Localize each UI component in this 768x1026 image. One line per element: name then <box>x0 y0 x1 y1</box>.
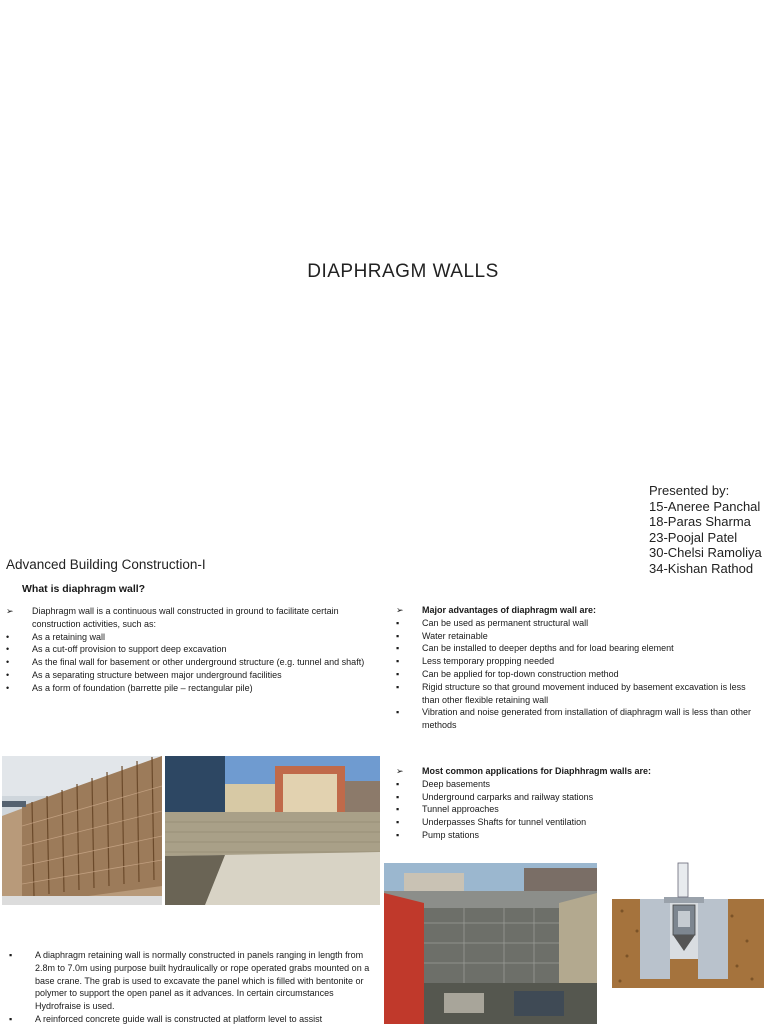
list-item: ▪ Deep basements <box>396 778 491 789</box>
presented-by-label: Presented by: <box>649 483 730 498</box>
square-bullet-icon: ▪ <box>396 617 400 628</box>
list-item: ▪ Water retainable <box>396 630 488 641</box>
presenter-name: 23-Poojal Patel <box>649 529 738 545</box>
square-bullet-icon: ▪ <box>396 630 400 641</box>
course-name: Advanced Building Construction-I <box>6 557 206 572</box>
list-item: ▪ Pump stations <box>396 829 480 840</box>
excavation-site-photo <box>165 756 380 905</box>
advantages-list <box>396 604 764 732</box>
arrow-bullet-icon: ➢ <box>396 605 404 615</box>
list-item: • As the final wall for basement or other underground structure (e.g. tunnel and shaft) <box>6 657 365 668</box>
square-bullet-icon: ▪ <box>396 829 400 840</box>
list-item: • As a separating structure between major underground facilities <box>6 669 282 680</box>
presenter-name: 18-Paras Sharma <box>649 514 751 530</box>
square-bullet-icon: ▪ <box>396 778 400 789</box>
dot-bullet-icon: • <box>6 644 10 655</box>
presenter-name: 30-Chelsi Ramoliya <box>649 545 762 561</box>
basement-construction-photo <box>384 863 597 1024</box>
definition-item: ➢ Diaphragm wall is a continuous wall constructed in ground to facilitate certain construction activities, such as: <box>6 606 339 629</box>
applications-heading: ➢ Most common applications for Diaphhragm walls are: <box>396 766 652 776</box>
list-item: ▪ Tunnel approaches <box>396 804 499 815</box>
presenters-block <box>649 483 762 577</box>
square-bullet-icon: ▪ <box>396 791 400 802</box>
square-bullet-icon: ▪ <box>9 950 13 960</box>
arrow-bullet-icon: ➢ <box>6 606 14 616</box>
list-item: ▪ Underground carparks and railway stations <box>396 791 594 802</box>
square-bullet-icon: ▪ <box>9 1013 13 1024</box>
square-bullet-icon: ▪ <box>396 707 400 718</box>
list-item: ▪ Can be used as permanent structural wall <box>396 617 589 628</box>
dot-bullet-icon: • <box>6 631 10 642</box>
trench-diagram <box>612 861 764 988</box>
presenter-name: 34-Kishan Rathod <box>649 560 754 576</box>
list-item: ▪ Vibration and noise generated from installation of diaphragm wall is less than other methods <box>396 707 752 731</box>
arrow-bullet-icon: ➢ <box>396 766 404 776</box>
dot-bullet-icon: • <box>6 657 10 668</box>
list-item: ▪ Less temporary propping needed <box>396 656 555 667</box>
uses-list <box>6 605 374 695</box>
list-item: ▪ Can be installed to deeper depths and for load bearing element <box>396 643 674 654</box>
list-item: • As a form of foundation (barrette pile – rectangular pile) <box>6 682 253 693</box>
square-bullet-icon: ▪ <box>396 817 400 828</box>
square-bullet-icon: ▪ <box>396 681 400 692</box>
advantages-heading: ➢ Major advantages of diaphragm wall are: <box>396 605 597 615</box>
list-item: • As a cut-off provision to support deep excavation <box>6 644 227 655</box>
list-item: ▪ Underpasses Shafts for tunnel ventilation <box>396 817 587 828</box>
list-item: ▪ A diaphragm retaining wall is normally constructed in panels ranging in length from 2.8m to 7.0m using purpose built hydraulically or rope operated grabs mounted on a base crane. The grab is used to excavate the panel which is filled with bentonite or polymer to support the open panel as it advances. In certain circumstances Hydrofraise is used. <box>9 950 370 1012</box>
process-list <box>9 949 375 1026</box>
presenter-name: 15-Aneree Panchal <box>649 498 761 514</box>
dot-bullet-icon: • <box>6 669 10 680</box>
list-item: ▪ Can be applied for top-down construction method <box>396 668 619 679</box>
list-item: ▪ A reinforced concrete guide wall is constructed at platform level to assist <box>9 1013 323 1024</box>
square-bullet-icon: ▪ <box>396 668 400 679</box>
square-bullet-icon: ▪ <box>396 656 400 667</box>
square-bullet-icon: ▪ <box>396 804 400 815</box>
list-item: • As a retaining wall <box>6 631 106 642</box>
applications-list <box>396 765 764 842</box>
list-item: ▪ Rigid structure so that ground movement induced by basement excavation is less than other flexible retaining wall <box>396 681 746 705</box>
slide-title: DIAPHRAGM WALLS <box>307 261 499 282</box>
section-heading: What is diaphragm wall? <box>22 583 146 595</box>
rebar-wall-photo <box>2 756 162 905</box>
square-bullet-icon: ▪ <box>396 643 400 654</box>
dot-bullet-icon: • <box>6 682 10 693</box>
